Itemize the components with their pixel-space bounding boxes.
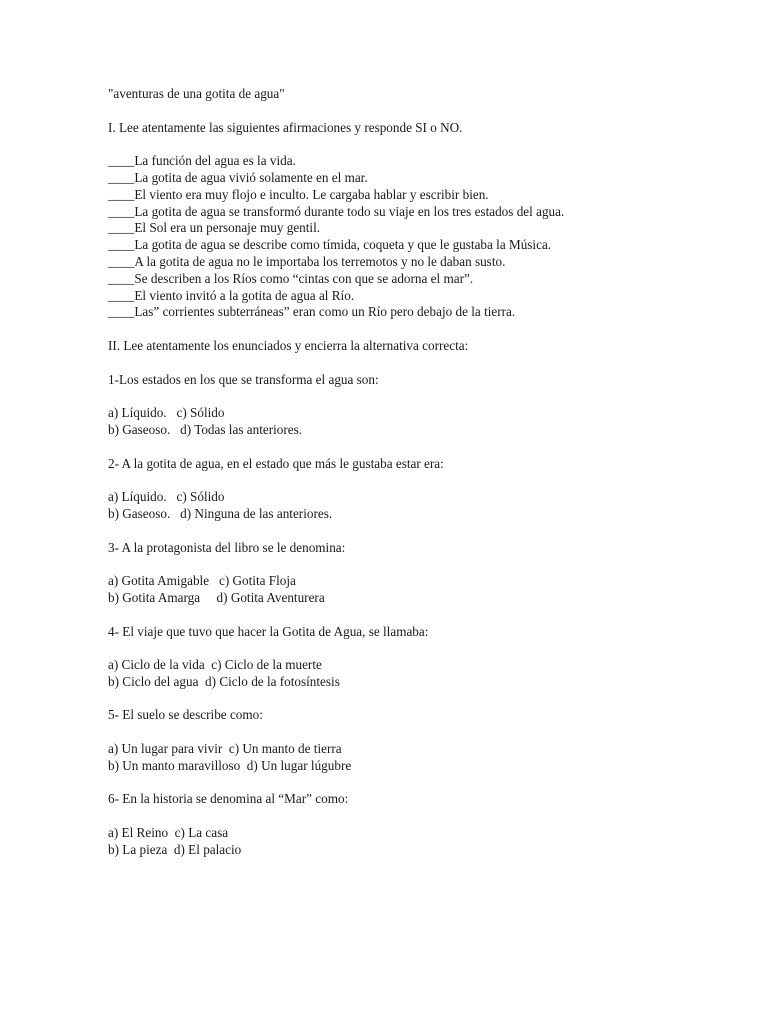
spacer — [108, 439, 748, 456]
spacer — [108, 523, 748, 540]
statement-item: ____El viento era muy flojo e inculto. Le cargaba hablar y escribir bien. — [108, 186, 489, 202]
section-1-list — [108, 153, 748, 321]
spacer — [108, 472, 748, 489]
question-options-row-1: a) Un lugar para vivir c) Un manto de tierra — [108, 741, 342, 757]
question-options-row-2: b) Un manto maravilloso d) Un lugar lúgubre — [108, 757, 352, 773]
statement-item: ____La gotita de agua vivió solamente en el mar. — [108, 169, 368, 185]
question-options-row-2: b) Gaseoso. d) Ninguna de las anteriores. — [108, 505, 333, 521]
statement-item: ____Se describen a los Ríos como “cintas con que se adorna el mar”. — [108, 270, 474, 286]
question-4 — [108, 624, 748, 691]
question-options-row-1: a) Líquido. c) Sólido — [108, 489, 225, 505]
section-1-heading: I. Lee atentamente las siguientes afirmaciones y responde SI o NO. — [108, 119, 463, 135]
section-2-heading: II. Lee atentamente los enunciados y encierra la alternativa correcta: — [108, 337, 469, 353]
question-prompt: 2- A la gotita de agua, en el estado que más le gustaba estar era: — [108, 455, 444, 471]
question-options-row-2: b) La pieza d) El palacio — [108, 841, 242, 857]
question-options-row-1: a) El Reino c) La casa — [108, 825, 229, 841]
statement-item: ____A la gotita de agua no le importaba los terremotos y no le daban susto. — [108, 253, 506, 269]
spacer — [108, 136, 748, 153]
statement-item: ____El Sol era un personaje muy gentil. — [108, 220, 321, 236]
spacer — [108, 724, 748, 741]
question-prompt: 1-Los estados en los que se transforma el agua son: — [108, 371, 379, 387]
question-5 — [108, 707, 748, 774]
spacer — [108, 388, 748, 405]
statement-item: ____La gotita de agua se describe como tímida, coqueta y que le gustaba la Música. — [108, 237, 552, 253]
spacer — [108, 607, 748, 624]
statement-item: ____Las” corrientes subterráneas” eran como un Río pero debajo de la tierra. — [108, 304, 516, 320]
question-prompt: 5- El suelo se describe como: — [108, 707, 263, 723]
statement-item: ____El viento invitó a la gotita de agua al Río. — [108, 287, 355, 303]
question-options-row-2: b) Gotita Amarga d) Gotita Aventurera — [108, 589, 325, 605]
spacer — [108, 556, 748, 573]
question-options-row-1: a) Gotita Amigable c) Gotita Floja — [108, 573, 296, 589]
statement-item: ____La función del agua es la vida. — [108, 153, 296, 169]
document-page — [108, 86, 748, 859]
spacer — [108, 808, 748, 825]
question-options-row-2: b) Gaseoso. d) Todas las anteriores. — [108, 421, 303, 437]
question-6 — [108, 791, 748, 858]
question-prompt: 4- El viaje que tuvo que hacer la Gotita de Agua, se llamaba: — [108, 623, 429, 639]
spacer — [108, 355, 748, 372]
statement-item: ____La gotita de agua se transformó durante todo su viaje en los tres estados del agua. — [108, 203, 565, 219]
question-prompt: 6- En la historia se denomina al “Mar” como: — [108, 791, 349, 807]
question-options-row-1: a) Líquido. c) Sólido — [108, 405, 225, 421]
question-2 — [108, 456, 748, 523]
question-1 — [108, 372, 748, 439]
question-options-row-2: b) Ciclo del agua d) Ciclo de la fotosíntesis — [108, 673, 340, 689]
question-prompt: 3- A la protagonista del libro se le denomina: — [108, 539, 346, 555]
question-options-row-1: a) Ciclo de la vida c) Ciclo de la muerte — [108, 657, 322, 673]
spacer — [108, 691, 748, 708]
spacer — [108, 321, 748, 338]
spacer — [108, 775, 748, 792]
document-title: "aventuras de una gotita de agua" — [108, 86, 285, 101]
spacer — [108, 640, 748, 657]
question-3 — [108, 540, 748, 607]
spacer — [108, 103, 748, 120]
